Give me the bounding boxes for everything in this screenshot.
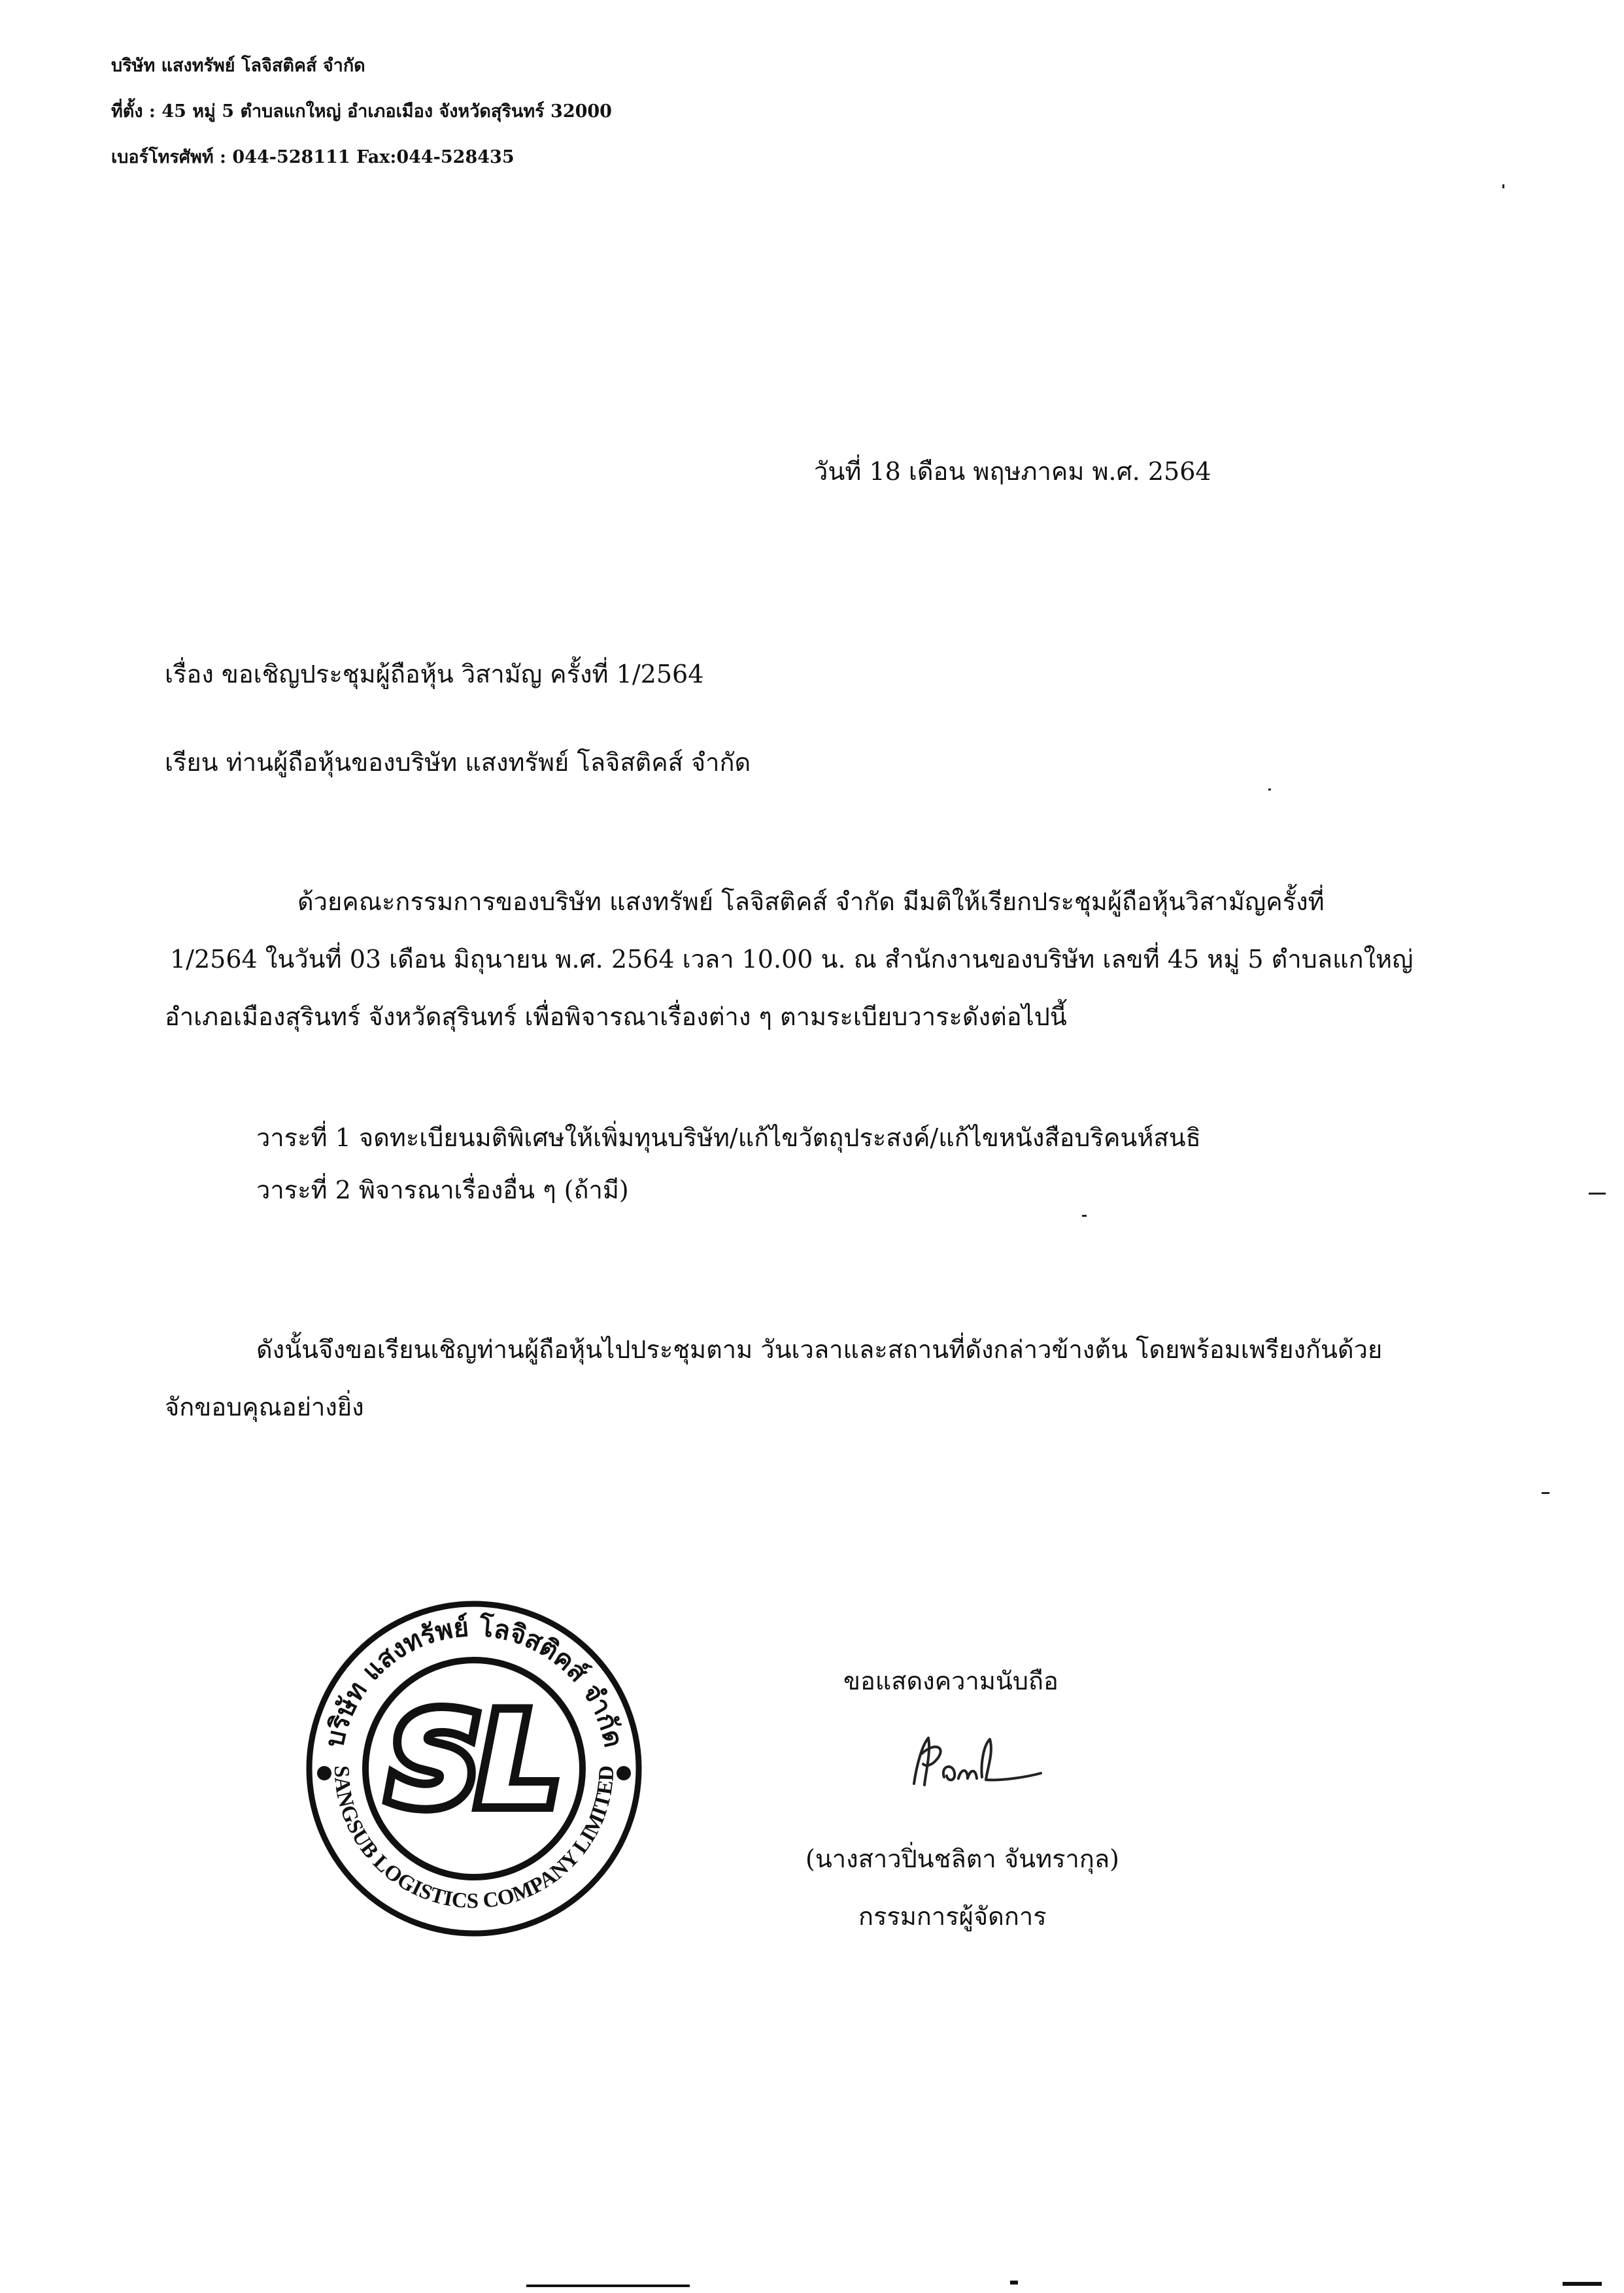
letter-salutation: เรียน ท่านผู้ถือหุ้นของบริษัท แสงทรัพย์ โลจิสติคส์ จำกัด (165, 748, 751, 777)
scan-speck (1589, 1193, 1606, 1195)
letter-date: วันที่ 18 เดือน พฤษภาคม พ.ศ. 2564 (814, 457, 1211, 486)
paragraph-line: ดังนั้นจึงขอเรียนเชิญท่านผู้ถือหุ้นไปประชุมตาม วันเวลาและสถานที่ดังกล่าวข้างต้น โดยพร้อมเพรียงกันด้วย (256, 1335, 1383, 1364)
scan-speck (1082, 1215, 1087, 1217)
signature (902, 1726, 1053, 1798)
scan-speck (1268, 789, 1271, 790)
signer-title: กรรมการผู้จัดการ (858, 1902, 1047, 1931)
company-phone: เบอร์โทรศัพท์ : 044-528111 Fax:044-528435 (111, 147, 515, 167)
scan-edge-mark (1563, 2282, 1602, 2286)
seal-english-text: SANGSUB LOGISTICS COMPANY LIMITED (329, 1765, 619, 1914)
seal-dot-left (317, 1766, 331, 1780)
paragraph-line: ด้วยคณะกรรมการของบริษัท แสงทรัพย์ โลจิสติคส์ จำกัด มีมติให้เรียกประชุมผู้ถือหุ้นวิสามัญครั้งที่ (297, 887, 1325, 916)
letter-subject: เรื่อง ขอเชิญประชุมผู้ถือหุ้น วิสามัญ ครั้งที่ 1/2564 (165, 660, 704, 688)
company-name: บริษัท แสงทรัพย์ โลจิสติคส์ จำกัด (111, 56, 365, 76)
agenda-item: วาระที่ 1 จดทะเบียนมติพิเศษให้เพิ่มทุนบริษัท/แก้ไขวัตถุประสงค์/แก้ไขหนังสือบริคนห์สนธิ (256, 1123, 1201, 1152)
scan-speck (1542, 1492, 1549, 1494)
seal-thai-text: บริษัท แสงทรัพย์ โลจิสติคส์ จำกัด (318, 1611, 630, 1750)
company-address: ที่ตั้ง : 45 หมู่ 5 ตำบลแกใหญ่ อำเภอเมือง จังหวัดสุรินทร์ 32000 (111, 101, 612, 122)
scan-speck (1502, 184, 1504, 188)
body-paragraph-1 (165, 873, 1492, 1045)
paragraph-line: จักขอบคุณอย่างยิ่ง (165, 1393, 364, 1421)
body-paragraph-2 (165, 1321, 1492, 1436)
agenda-item: วาระที่ 2 พิจารณาเรื่องอื่น ๆ (ถ้ามี) (256, 1176, 629, 1204)
company-seal (301, 1595, 647, 1942)
seal-logo: SL (390, 1688, 558, 1833)
closing-regards: ขอแสดงความนับถือ (843, 1667, 1058, 1695)
paragraph-line: 1/2564 ในวันที่ 03 เดือน มิถุนายน พ.ศ. 2564 เวลา 10.00 น. ณ สำนักงานของบริษัท เลขที่ 45 หมู่ 5 ตำบลแกใหญ่ (170, 945, 1413, 974)
scan-edge-mark (1010, 2281, 1018, 2285)
signer-name: (นางสาวปิ่นชลิตา จันทรากุล) (805, 1844, 1119, 1873)
seal-dot-right (617, 1766, 631, 1780)
agenda-list (256, 1112, 1583, 1216)
paragraph-line: อำเภอเมืองสุรินทร์ จังหวัดสุรินทร์ เพื่อพิจารณาเรื่องต่าง ๆ ตามระเบียบวาระดังต่อไปนี้ (165, 1002, 1067, 1031)
scan-edge-line (526, 2285, 690, 2287)
